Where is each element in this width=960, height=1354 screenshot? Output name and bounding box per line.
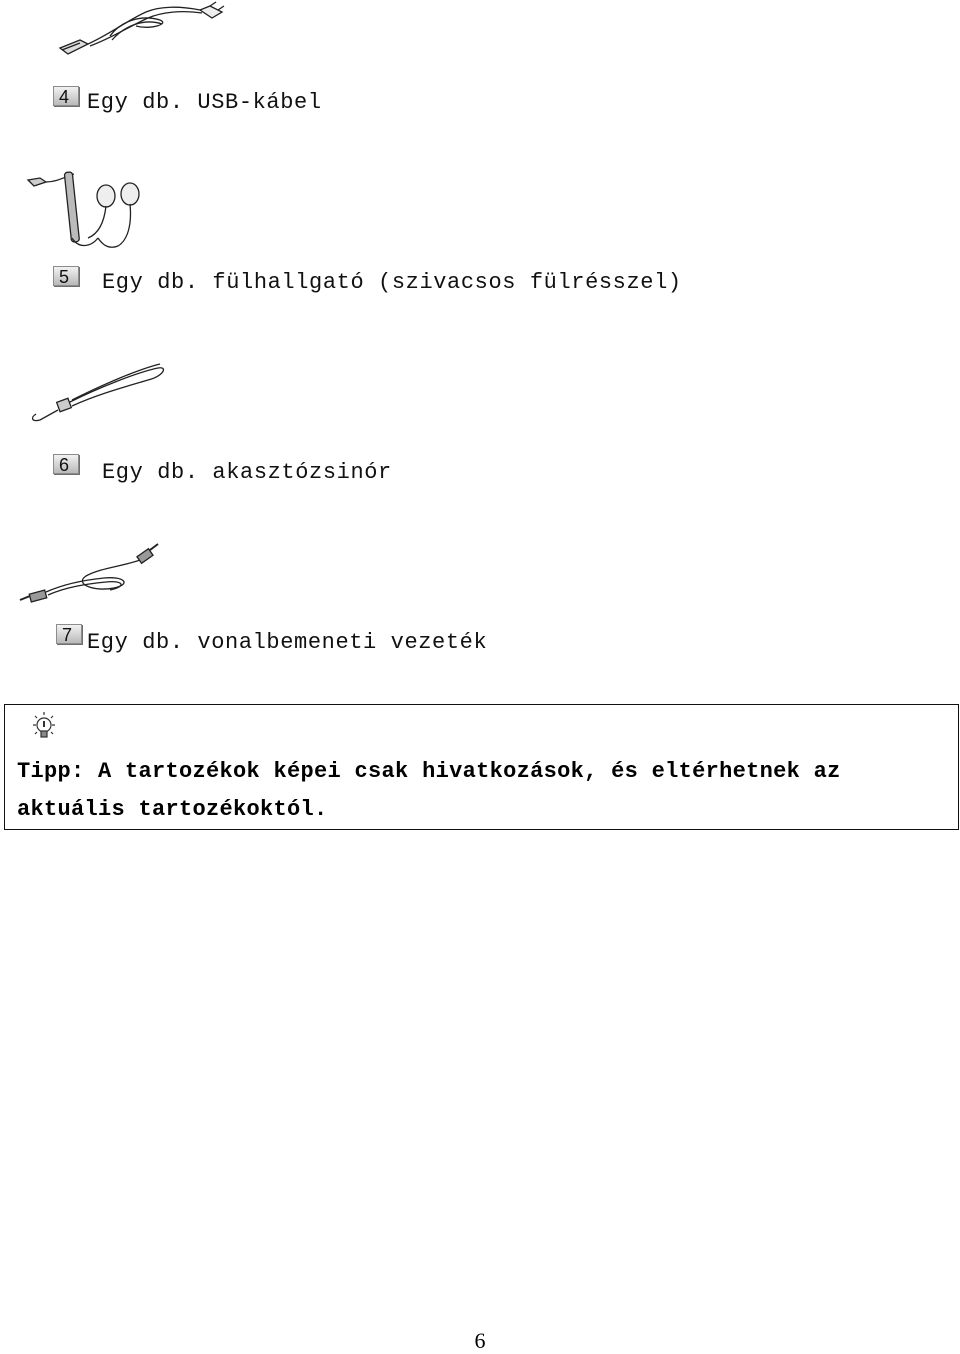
item-number-badge: 7 bbox=[56, 624, 82, 644]
lightbulb-icon bbox=[27, 709, 61, 743]
item-label-earphones: Egy db. fülhallgató (szivacsos fülrésszel) bbox=[102, 270, 682, 295]
usb-cable-illustration bbox=[50, 0, 230, 64]
line-in-cable-illustration bbox=[14, 540, 164, 610]
item-number-badge: 4 bbox=[53, 86, 79, 106]
lanyard-illustration bbox=[18, 348, 178, 438]
tip-box bbox=[4, 704, 959, 830]
tip-text: Tipp: A tartozékok képei csak hivatkozások, és eltérhetnek az aktuális tartozékoktól. bbox=[17, 759, 841, 822]
item-label-usb-cable: Egy db. USB-kábel bbox=[87, 90, 322, 115]
item-label-line-in-cable: Egy db. vonalbemeneti vezeték bbox=[87, 630, 488, 655]
item-number-badge: 5 bbox=[53, 266, 79, 286]
item-label-lanyard: Egy db. akasztózsinór bbox=[102, 460, 392, 485]
earphones-illustration bbox=[18, 168, 158, 252]
item-number-badge: 6 bbox=[53, 454, 79, 474]
page-number: 6 bbox=[474, 1328, 486, 1353]
